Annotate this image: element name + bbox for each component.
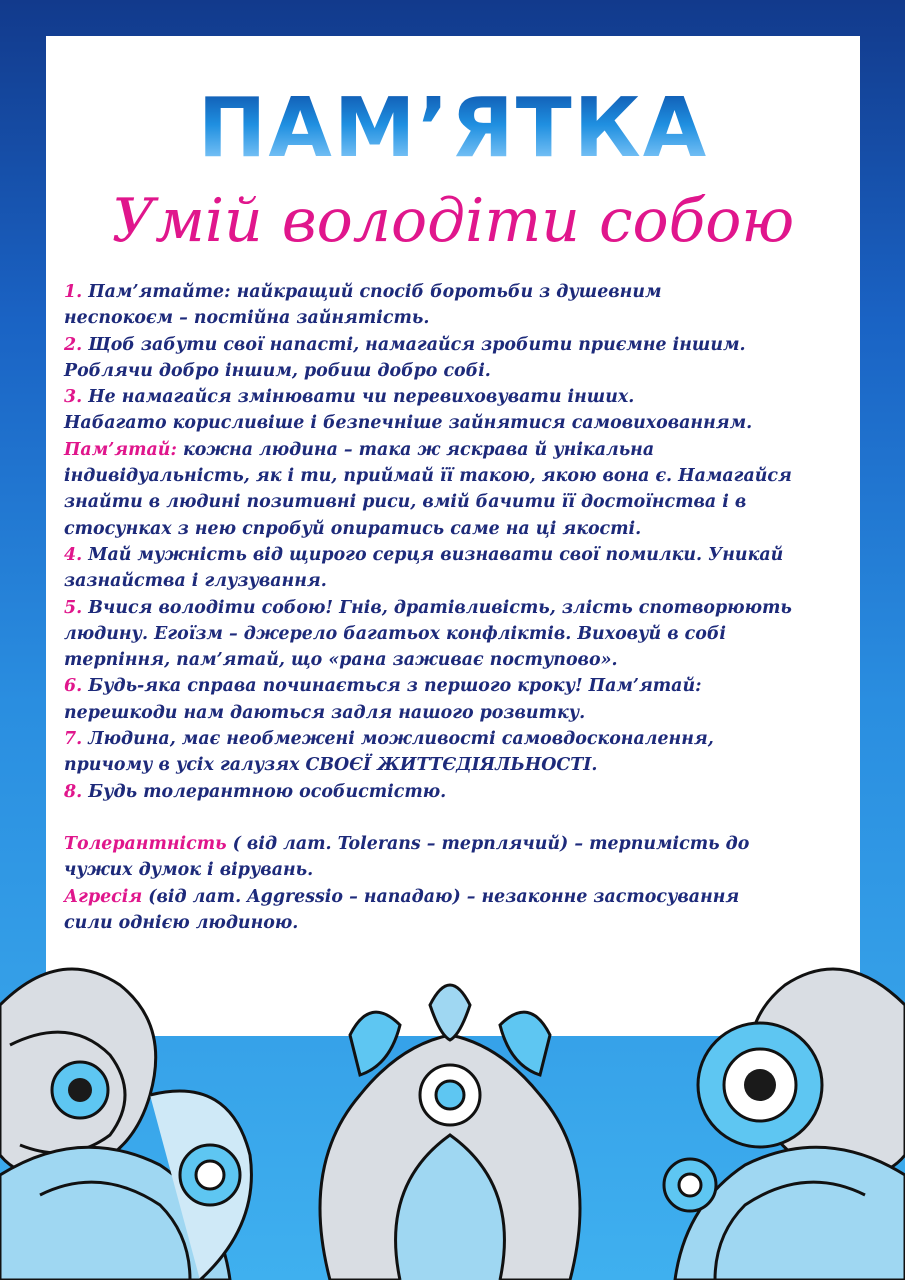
list-item-4-line-1: 4. Май мужність від щирого серця визнавати свої помилки. Уникай xyxy=(64,544,784,565)
item-number: 2. xyxy=(64,334,83,355)
list-item-5-line-1: 5. Вчися володіти собою! Гнів, дратівливість, злість спотворюють xyxy=(64,597,792,618)
list-item-7-line-1: 7. Людина, має необмежені можливості самовдосконалення, xyxy=(64,729,714,750)
spacer xyxy=(64,805,854,831)
remember-line-4: стосунках з нею спробуй опиратись саме на ці якості. xyxy=(64,518,642,539)
page-title: ПАМ’ЯТКА xyxy=(46,84,860,174)
ornament-center xyxy=(320,985,580,1280)
memo-card xyxy=(46,36,860,1036)
definition-tolerance-line-2: чужих думок і вірувань. xyxy=(64,860,314,881)
list-item-2-line-2: Роблячи добро іншим, робиш добро собі. xyxy=(64,360,491,381)
list-item-5-line-2: людину. Егоїзм – джерело багатьох конфліктів. Виховуй в собі xyxy=(64,623,727,644)
definition-aggression-line-1: Агресія (від лат. Aggressio – нападаю) – незаконне застосування xyxy=(64,886,740,907)
list-item-3-line-2: Набагато корисливіше і безпечніше зайнятися самовихованням. xyxy=(64,413,753,434)
list-item-3-line-1: 3. Не намагайся змінювати чи перевиховувати інших. xyxy=(64,387,635,408)
remember-line-3: знайти в людині позитивні риси, вмій бачити її достоїнства і в xyxy=(64,492,747,513)
ornament-left xyxy=(0,969,251,1280)
item-number: 7. xyxy=(64,729,83,750)
list-item-7-line-2: причому в усіх галузях СВОЄЇ ЖИТТЄДІЯЛЬНОСТІ. xyxy=(64,755,598,776)
item-number: 4. xyxy=(64,544,83,565)
item-number: 1. xyxy=(64,282,83,302)
list-item-1-line-2: неспокоєм – постійна зайнятість. xyxy=(64,308,430,329)
item-number: 8. xyxy=(64,781,83,802)
remember-line-2: індивідуальність, як і ти, приймай її такою, якою вона є. Намагайся xyxy=(64,466,792,487)
definition-aggression-line-2: сили однією людиною. xyxy=(64,912,299,933)
item-number: 6. xyxy=(64,676,83,697)
item-number: 3. xyxy=(64,387,83,408)
ornament-right xyxy=(664,969,905,1280)
definition-tolerance-line-1: Толерантність ( від лат. Tolerans – терплячий) – терпимість до xyxy=(64,833,750,854)
item-number: 5. xyxy=(64,597,83,618)
list-item-6-line-2: перешкоди нам даються задля нашого розвитку. xyxy=(64,702,586,723)
list-item-6-line-1: 6. Будь-яка справа починається з першого кроку! Пам’ятай: xyxy=(64,676,702,697)
list-item-8-line-1: 8. Будь толерантною особистістю. xyxy=(64,781,447,802)
list-item-4-line-2: зазнайства і глузування. xyxy=(64,571,327,592)
page-subtitle: Умій володіти собою xyxy=(111,186,795,256)
list-item-2-line-1: 2. Щоб забути свої напасті, намагайся зробити приємне іншим. xyxy=(64,334,746,355)
remember-line-1: Пам’ятай: кожна людина – така ж яскрава й унікальна xyxy=(64,439,655,460)
remember-label: Пам’ятай: xyxy=(64,439,177,460)
floral-ornament xyxy=(0,925,905,1280)
definition-term: Агресія xyxy=(64,886,143,907)
list-item-5-line-3: терпіння, пам’ятай, що «рана заживає поступово». xyxy=(64,650,618,671)
list-item-1-line-1: 1. Пам’ятайте: найкращий спосіб боротьби з душевним xyxy=(64,282,662,302)
definition-term: Толерантність xyxy=(64,833,227,854)
memo-content xyxy=(64,279,854,936)
